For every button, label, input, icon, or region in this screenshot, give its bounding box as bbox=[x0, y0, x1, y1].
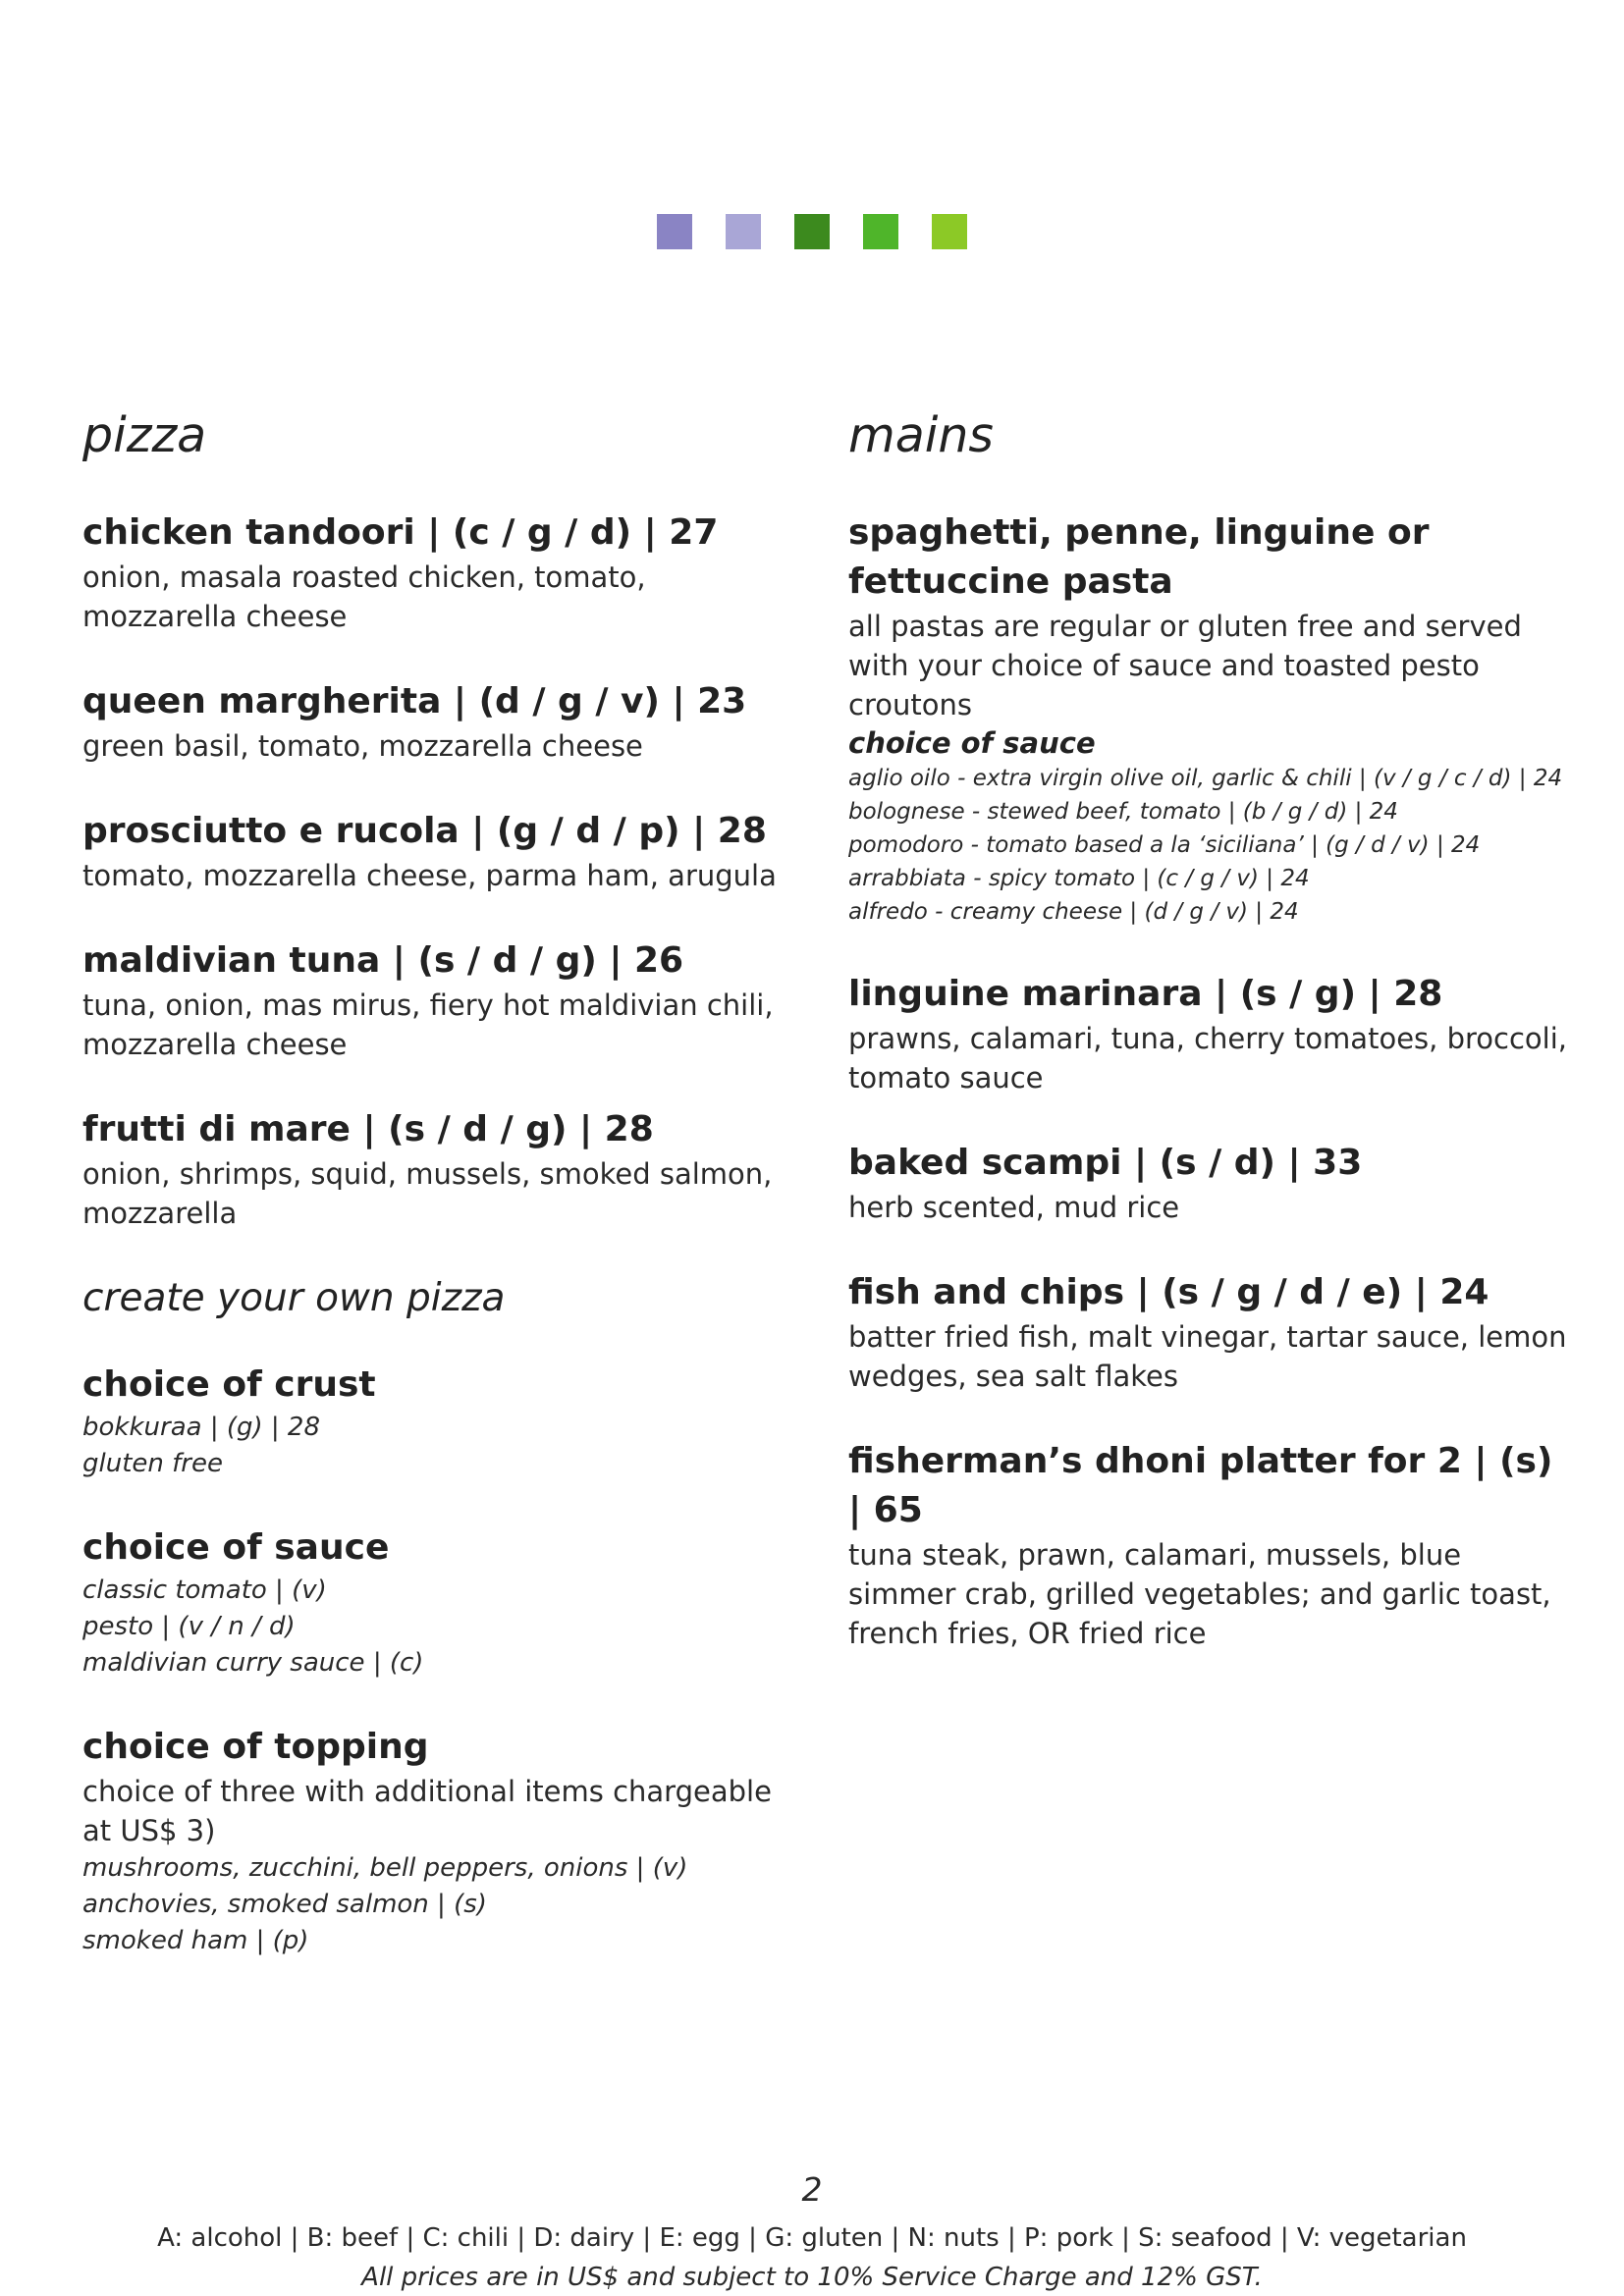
menu-item bbox=[848, 1139, 1575, 1227]
sauce-title: choice of sauce bbox=[82, 1527, 390, 1568]
item-name: prosciutto e rucola | (g / d / p) | 28 bbox=[82, 811, 767, 851]
topping-description: choice of three with additional items chargeable at US$ 3) bbox=[82, 1775, 772, 1847]
pasta-sauce-line: alfredo - creamy cheese | (d / g / v) | 24 bbox=[848, 899, 1299, 925]
pizza-column bbox=[82, 404, 789, 2001]
menu-item bbox=[82, 807, 789, 895]
item-description: onion, masala roasted chicken, tomato, mozzarella cheese bbox=[82, 561, 646, 633]
item-description: all pastas are regular or gluten free and served with your choice of sauce and toasted pesto croutons bbox=[848, 610, 1522, 721]
crust-line: bokkuraa | (g) | 28 bbox=[82, 1413, 321, 1442]
price-note: All prices are in US$ and subject to 10% Service Charge and 12% GST. bbox=[361, 2263, 1263, 2292]
page-number: 2 bbox=[801, 2170, 823, 2209]
item-name: fisherman’s dhoni platter for 2 | (s) | 65 bbox=[848, 1441, 1553, 1530]
pasta-sauce-line: pomodoro - tomato based a la ‘siciliana’ | (g / d / v) | 24 bbox=[848, 832, 1481, 858]
menu-item bbox=[848, 970, 1575, 1097]
item-description: tuna, onion, mas mirus, fiery hot maldivian chili, mozzarella cheese bbox=[82, 988, 774, 1061]
item-description: batter fried fish, malt vinegar, tartar sauce, lemon wedges, sea salt flakes bbox=[848, 1320, 1567, 1393]
square-green-1 bbox=[794, 214, 830, 249]
crust-title: choice of crust bbox=[82, 1364, 376, 1405]
mains-column bbox=[848, 404, 1575, 1694]
topping-title: choice of topping bbox=[82, 1727, 429, 1767]
sauce-line: classic tomato | (v) bbox=[82, 1575, 327, 1605]
item-name: baked scampi | (s / d) | 33 bbox=[848, 1143, 1363, 1183]
item-description: tuna steak, prawn, calamari, mussels, blue simmer crab, grilled vegetables; and garlic toast, french fries, OR fried rice bbox=[848, 1538, 1551, 1650]
menu-item bbox=[82, 1105, 789, 1233]
item-name: linguine marinara | (s / g) | 28 bbox=[848, 974, 1443, 1014]
menu-item bbox=[848, 1437, 1575, 1653]
menu-item bbox=[848, 1268, 1575, 1396]
item-description: herb scented, mud rice bbox=[848, 1191, 1180, 1224]
pasta-sauce-line: bolognese - stewed beef, tomato | (b / g / d) | 24 bbox=[848, 799, 1398, 825]
square-purple-1 bbox=[657, 214, 692, 249]
menu-item bbox=[82, 936, 789, 1064]
pasta-sauce-line: aglio oilo - extra virgin olive oil, garlic & chili | (v / g / c / d) | 24 bbox=[848, 766, 1563, 791]
crust-line: gluten free bbox=[82, 1449, 223, 1478]
create-pizza-heading: create your own pizza bbox=[82, 1276, 506, 1320]
square-green-3 bbox=[932, 214, 967, 249]
item-name: maldivian tuna | (s / d / g) | 26 bbox=[82, 940, 684, 981]
square-purple-2 bbox=[726, 214, 761, 249]
pizza-heading: pizza bbox=[82, 407, 207, 463]
allergen-legend: A: alcohol | B: beef | C: chili | D: dairy | E: egg | G: gluten | N: nuts | P: pork | S: seafood | V: vegetarian bbox=[157, 2223, 1467, 2253]
sauce-line: maldivian curry sauce | (c) bbox=[82, 1648, 424, 1678]
topping-line: anchovies, smoked salmon | (s) bbox=[82, 1890, 487, 1919]
item-name: fish and chips | (s / g / d / e) | 24 bbox=[848, 1272, 1489, 1312]
menu-item bbox=[82, 508, 789, 636]
item-name: queen margherita | (d / g / v) | 23 bbox=[82, 681, 747, 721]
item-name: chicken tandoori | (c / g / d) | 27 bbox=[82, 512, 719, 553]
crust-options bbox=[82, 1361, 789, 1482]
sauce-options bbox=[82, 1523, 789, 1682]
item-description: prawns, calamari, tuna, cherry tomatoes, broccoli, tomato sauce bbox=[848, 1022, 1567, 1095]
decorative-squares bbox=[0, 214, 1624, 249]
mains-heading: mains bbox=[848, 407, 994, 463]
topping-options bbox=[82, 1723, 789, 1959]
menu-item bbox=[82, 677, 789, 766]
pasta-item bbox=[848, 508, 1575, 929]
item-description: tomato, mozzarella cheese, parma ham, arugula bbox=[82, 859, 777, 892]
pasta-sauce-line: arrabbiata - spicy tomato | (c / g / v) | 24 bbox=[848, 866, 1310, 891]
topping-line: smoked ham | (p) bbox=[82, 1926, 309, 1955]
sauce-line: pesto | (v / n / d) bbox=[82, 1612, 296, 1641]
item-name: frutti di mare | (s / d / g) | 28 bbox=[82, 1109, 654, 1149]
topping-line: mushrooms, zucchini, bell peppers, onions | (v) bbox=[82, 1853, 688, 1883]
item-name: spaghetti, penne, linguine or fettuccine pasta bbox=[848, 512, 1430, 602]
pasta-sauce-label: choice of sauce bbox=[848, 726, 1096, 760]
square-green-2 bbox=[863, 214, 898, 249]
item-description: green basil, tomato, mozzarella cheese bbox=[82, 729, 643, 763]
item-description: onion, shrimps, squid, mussels, smoked salmon, mozzarella bbox=[82, 1157, 773, 1230]
